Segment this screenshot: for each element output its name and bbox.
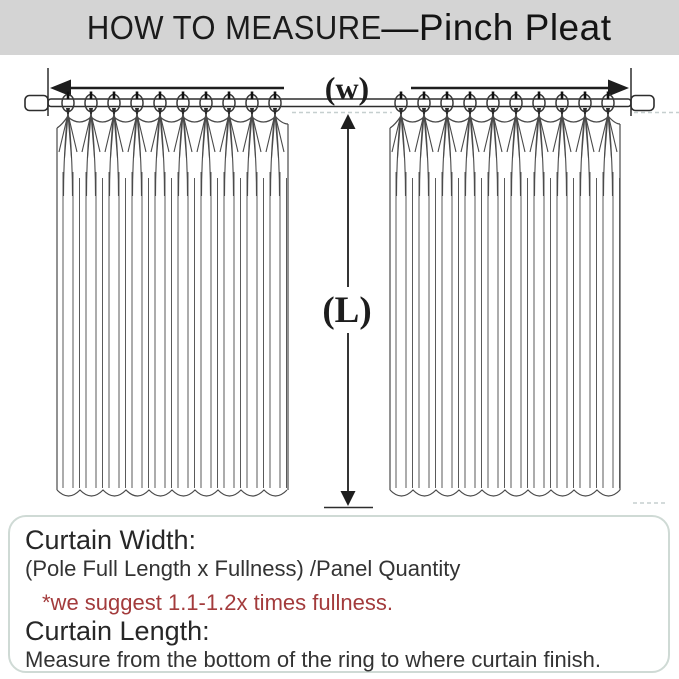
page-title-main: HOW TO MEASURE bbox=[86, 8, 382, 46]
panel-hem-wave bbox=[390, 490, 620, 496]
width-label: (w) bbox=[324, 70, 370, 106]
curtain-length-heading: Curtain Length: bbox=[25, 616, 210, 646]
curtain-width-heading: Curtain Width: bbox=[25, 525, 197, 555]
fullness-suggestion-note: *we suggest 1.1-1.2x times fullness. bbox=[42, 590, 393, 615]
curtain-length-note: Measure from the bottom of the ring to where curtain finish. bbox=[25, 647, 601, 672]
rod-end-cap-left bbox=[25, 96, 48, 111]
page-title-style: —Pinch Pleat bbox=[381, 6, 612, 48]
curtain-width-formula: (Pole Full Length x Fullness) /Panel Quantity bbox=[25, 556, 461, 581]
curtain-panel-right bbox=[390, 92, 620, 497]
arrowhead-down-icon bbox=[341, 491, 356, 506]
length-label: (L) bbox=[322, 290, 372, 331]
arrowhead-up-icon bbox=[341, 114, 356, 129]
length-arrow bbox=[322, 114, 373, 508]
panel-top-sag bbox=[68, 117, 275, 122]
rod-end-cap-right bbox=[631, 96, 654, 111]
arrowhead-right-icon bbox=[608, 80, 629, 97]
measuring-instructions-box bbox=[8, 515, 670, 673]
panel-top-sag bbox=[401, 117, 608, 122]
curtain-panel-left bbox=[57, 92, 288, 497]
curtain-measurement-diagram bbox=[0, 55, 679, 515]
panel-hem-wave bbox=[57, 490, 287, 496]
page-title bbox=[0, 0, 679, 55]
